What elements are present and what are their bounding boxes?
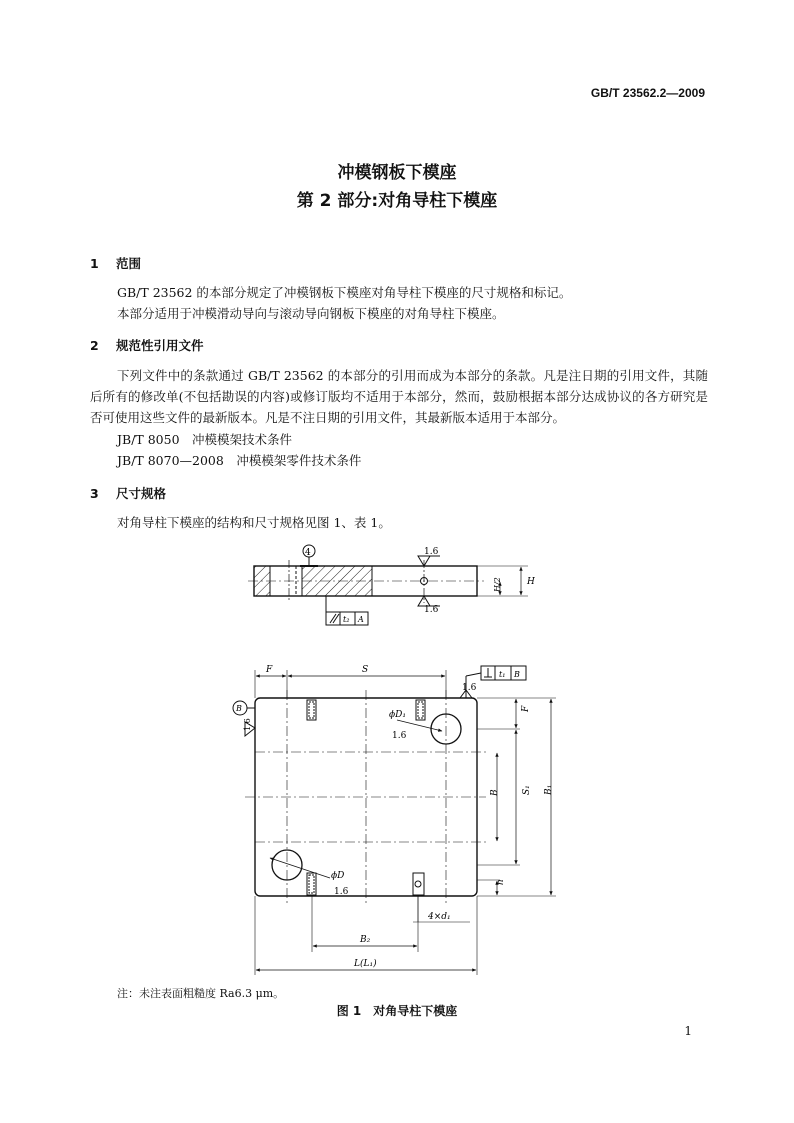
section-number: 1 <box>90 256 99 271</box>
dim-H-half: H/2 <box>493 577 502 592</box>
section-view <box>248 545 528 625</box>
roughness-label: 1.6 <box>424 547 439 557</box>
dim-S1: S₁ <box>522 785 532 795</box>
roughness-label: 1.6 <box>392 731 407 741</box>
dim-L: L(L₁) <box>354 959 377 969</box>
dim-H: H <box>527 577 535 587</box>
reference-code: JB/T 8050 <box>117 432 180 447</box>
roughness-label: 1.6 <box>334 887 349 897</box>
reference-code: JB/T 8070—2008 <box>117 453 224 468</box>
dim-B2: B₂ <box>360 935 371 945</box>
reference-item <box>117 450 361 471</box>
dim-F-vertical: F <box>521 705 531 712</box>
section-3-heading <box>90 484 166 502</box>
dim-phiD1: ϕD₁ <box>389 710 406 720</box>
section-title: 尺寸规格 <box>116 486 167 501</box>
section-2-heading <box>90 336 204 354</box>
standard-code: GB/T 23562.2—2009 <box>590 86 705 100</box>
reference-title: 冲模模架零件技术条件 <box>236 453 362 468</box>
page-number: 1 <box>684 1024 692 1038</box>
section-number: 2 <box>90 338 99 353</box>
document-subtitle: 第 2 部分:对角导柱下模座 <box>296 191 498 211</box>
dim-h: h <box>496 879 506 885</box>
datum-B-frame: B <box>514 670 520 679</box>
paragraph: 下列文件中的条款通过 GB/T 23562 的本部分的引用而成为本部分的条款。凡是注日期的引用文件，其随后所有的修改单(不包括勘误的内容)或修订版均不适用于本部分，然而，鼓励根据本部分达成协议的各方研究是否可使用这些文件的最新版本。凡是不注日期的引用文件，其最新版本适用于本部分。 <box>90 368 708 425</box>
dim-F: F <box>266 665 273 675</box>
section-title: 范围 <box>116 256 142 271</box>
tolerance-t1: t₁ <box>499 670 506 679</box>
dim-holes: 4×d₁ <box>428 912 451 922</box>
roughness-label: 1.6 <box>462 683 477 693</box>
paragraph: 对角导柱下模座的结构和尺寸规格见图 1、表 1。 <box>117 515 391 530</box>
document-title: 冲模钢板下模座 <box>337 163 457 183</box>
dim-B: B <box>490 789 500 796</box>
tolerance-t2: t₂ <box>343 615 350 624</box>
datum-B: B <box>236 704 242 713</box>
dim-B1: B₁ <box>544 784 554 795</box>
circle-number: 4 <box>305 548 311 558</box>
reference-title: 冲模模架技术条件 <box>192 432 293 447</box>
paragraph: 本部分适用于冲模滑动导向与滚动导向钢板下模座的对角导柱下模座。 <box>117 306 505 321</box>
paragraph: GB/T 23562 的本部分规定了冲模钢板下模座对角导柱下模座的尺寸规格和标记。 <box>117 285 572 300</box>
dim-phiD: ϕD <box>331 871 345 881</box>
section-1-heading <box>90 254 141 272</box>
technical-drawing <box>0 540 794 990</box>
section-title: 规范性引用文件 <box>116 338 204 353</box>
figure-note: 注：未注表面粗糙度 Ra6.3 μm。 <box>117 987 285 1000</box>
dim-S: S <box>362 665 369 675</box>
roughness-label: 1.6 <box>424 605 439 615</box>
datum-A: A <box>358 615 364 624</box>
roughness-label: 1.6 <box>243 718 252 731</box>
reference-item <box>117 429 292 450</box>
section-number: 3 <box>90 486 99 501</box>
figure-caption: 图 1 对角导柱下模座 <box>336 1004 458 1018</box>
